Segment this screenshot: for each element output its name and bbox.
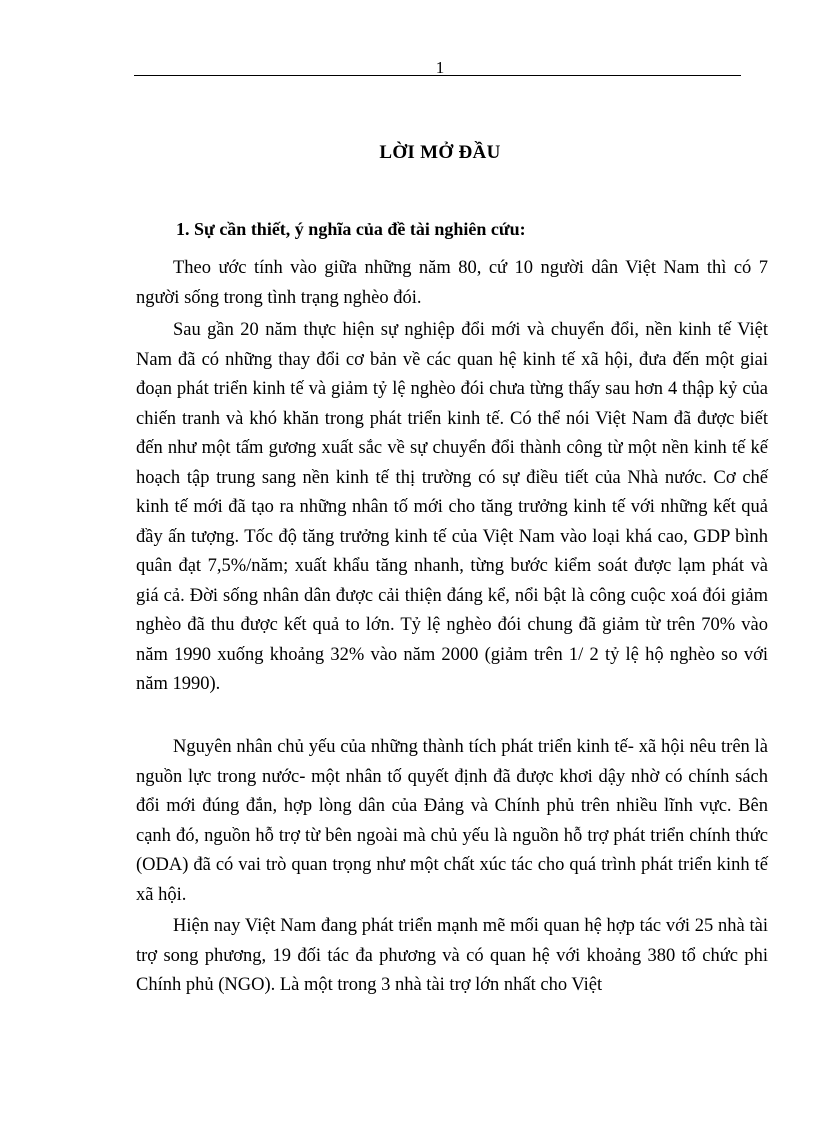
- page-title: LỜI MỞ ĐẦU: [379, 142, 501, 163]
- paragraph-4: Hiện nay Việt Nam đang phát triển mạnh mẽ mối quan hệ hợp tác với 25 nhà tài trợ song phương, 19 đối tác đa phương và có quan hệ với khoảng 380 tổ chức phi Chính phủ (NGO). Là một trong 3 nhà tài trợ lớn nhất cho Việt: [136, 916, 768, 995]
- paragraph-3: Nguyên nhân chủ yếu của những thành tích phát triển kinh tế- xã hội nêu trên là nguồn lực trong nước- một nhân tố quyết định đã được khơi dậy nhờ có chính sách đổi mới đúng đắn, hợp lòng dân của Đảng và Chính phủ trên nhiều lĩnh vực. Bên cạnh đó, nguồn hỗ trợ từ bên ngoài mà chủ yếu là nguồn hỗ trợ phát triển chính thức (ODA) đã có vai trò quan trọng như một chất xúc tác cho quá trình phát triển kinh tế xã hội.: [136, 737, 768, 905]
- paragraph-1: Theo ước tính vào giữa những năm 80, cứ 10 người dân Việt Nam thì có 7 người sống trong tình trạng nghèo đói.: [136, 258, 768, 308]
- header-rule: [134, 75, 741, 76]
- section-heading: 1. Sự cần thiết, ý nghĩa của đề tài nghiên cứu:: [176, 219, 526, 239]
- page-number: 1: [435, 58, 445, 77]
- paragraph-2: Sau gần 20 năm thực hiện sự nghiệp đổi mới và chuyển đổi, nền kinh tế Việt Nam đã có những thay đổi cơ bản về các quan hệ kinh tế xã hội, đưa đến một giai đoạn phát triển kinh tế và giảm tỷ lệ nghèo đói chưa từng thấy sau hơn 4 thập kỷ của chiến tranh và khó khăn trong phát triển kinh tế. Có thể nói Việt Nam đã được biết đến như một tấm gương xuất sắc về sự chuyển đổi thành công từ một nền kinh tế kế hoạch tập trung sang nền kinh tế thị trường có sự điều tiết của Nhà nước. Cơ chế kinh tế mới đã tạo ra những nhân tố mới cho tăng trưởng kinh tế với những kết quả đầy ấn tượng. Tốc độ tăng trưởng kinh tế của Việt Nam vào loại khá cao, GDP bình quân đạt 7,5%/năm; xuất khẩu tăng nhanh, từng bước kiểm soát được lạm phát và giá cả. Đời sống nhân dân được cải thiện đáng kể, nổi bật là công cuộc xoá đói giảm nghèo đã thu được kết quả to lớn. Tỷ lệ nghèo đói chung đã giảm từ trên 70% vào năm 1990 xuống khoảng 32% vào năm 2000 (giảm trên 1/ 2 tỷ lệ hộ nghèo so với năm 1990).: [136, 320, 768, 694]
